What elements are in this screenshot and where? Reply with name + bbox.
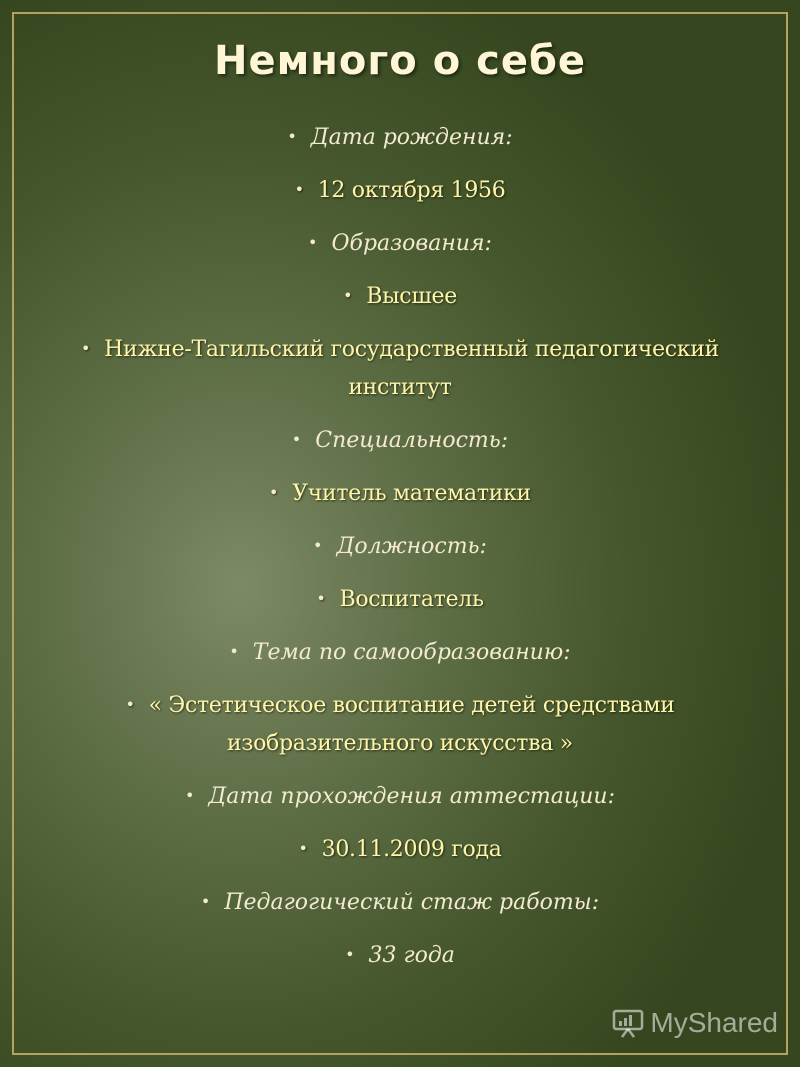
presentation-icon xyxy=(612,1008,644,1038)
watermark-text: MyShared xyxy=(650,1007,778,1038)
list-item-experience xyxy=(60,936,740,975)
info-list xyxy=(60,118,740,989)
list-item-position-label xyxy=(60,527,740,566)
list-item-attestation-label xyxy=(60,777,740,816)
bullet-icon: • xyxy=(184,786,195,805)
list-item-text: Высшее xyxy=(366,284,457,309)
bullet-icon: • xyxy=(345,945,355,964)
list-item-text: Специальность: xyxy=(315,428,509,453)
bullet-icon: • xyxy=(308,233,318,252)
list-item-text: Образования: xyxy=(331,231,492,256)
bullet-icon: • xyxy=(291,430,302,449)
bullet-icon: • xyxy=(229,642,239,661)
list-item-text: Дата рождения: xyxy=(310,125,513,150)
list-item-text: Воспитатель xyxy=(339,587,484,612)
list-item-text: Педагогический стаж работы: xyxy=(224,890,600,915)
list-item-topic-label xyxy=(60,633,740,672)
bullet-icon: • xyxy=(316,589,326,608)
bullet-icon: • xyxy=(200,892,211,911)
bullet-icon: • xyxy=(125,695,135,714)
list-item-education-label xyxy=(60,224,740,263)
list-item-text: Нижне-Тагильский государственный педагогический институт xyxy=(104,337,719,400)
list-item-text: 33 года xyxy=(368,943,455,968)
list-item-topic xyxy=(60,686,740,763)
myshared-watermark xyxy=(612,1007,778,1039)
list-item-education-level xyxy=(60,277,740,316)
list-item-birth-label xyxy=(60,118,740,157)
list-item-institute xyxy=(60,330,740,407)
list-item-experience-label xyxy=(60,883,740,922)
bullet-icon: • xyxy=(343,286,353,305)
list-item-specialty xyxy=(60,474,740,513)
list-item-text: Дата прохождения аттестации: xyxy=(208,784,615,809)
list-item-text: Учитель математики xyxy=(292,481,531,506)
bullet-icon: • xyxy=(80,339,91,358)
list-item-specialty-label xyxy=(60,421,740,460)
list-item-text: Должность: xyxy=(336,534,487,559)
slide-title: Немного о себе xyxy=(213,38,587,84)
list-item-attestation-date xyxy=(60,830,740,869)
bullet-icon: • xyxy=(269,483,279,502)
bullet-icon: • xyxy=(313,536,323,555)
bullet-icon: • xyxy=(294,180,304,199)
list-item-text: Тема по самообразованию: xyxy=(252,640,571,665)
list-item-birth-date xyxy=(60,171,740,210)
bullet-icon: • xyxy=(287,127,297,146)
list-item-text: « Эстетическое воспитание детей средствами изобразительного искусства » xyxy=(148,693,675,756)
list-item-text: 30.11.2009 года xyxy=(321,837,502,862)
list-item-position xyxy=(60,580,740,619)
list-item-text: 12 октября 1956 xyxy=(317,178,506,203)
bullet-icon: • xyxy=(298,839,308,858)
